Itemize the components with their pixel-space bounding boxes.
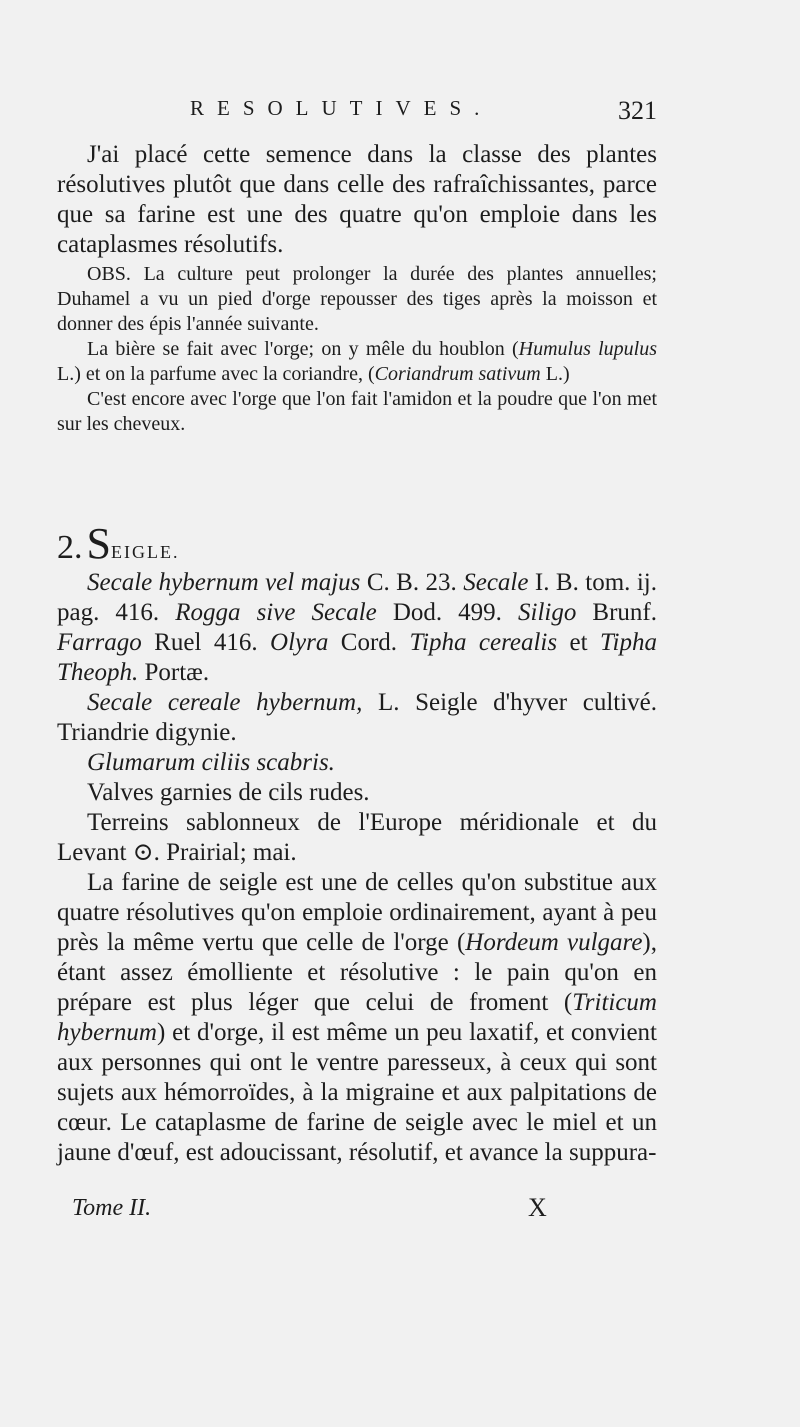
syn-9: Farrago bbox=[57, 629, 142, 656]
page-number: 321 bbox=[618, 96, 657, 125]
habitat-paragraph: Terreins sablonneux de l'Europe méridionale et du Levant ⊙. Prairial; mai. bbox=[57, 809, 657, 866]
volume-label: Tome II. bbox=[72, 1195, 152, 1221]
uses-text-3: ) et d'orge, il est même un peu laxatif, et convient aux personnes qui ont le ventre paresseux, à ceux qui sont sujets aux hémorroïdes, à la migraine et aux palpitations de cœur. Le cataplasme de farine de seigle avec le miel et un jaune d'œuf, est adoucissant, résolutif, et avance la suppura- bbox=[57, 1019, 657, 1166]
uses-italic-2: Triticum hybernum bbox=[57, 989, 657, 1046]
syn-11: Olyra bbox=[270, 629, 329, 656]
species-block bbox=[57, 568, 657, 1168]
diagnosis-latin-text: Glumarum ciliis scabris. bbox=[87, 749, 335, 776]
obs-p2-text-b: L.) et on la parfume avec la coriandre, ( bbox=[57, 363, 375, 385]
syn-16: Portæ. bbox=[138, 659, 210, 686]
syn-2: C. B. 23. bbox=[360, 569, 464, 596]
syn-6: Dod. 499. bbox=[376, 599, 519, 626]
linnaean-italic: Secale cereale hybernum, bbox=[87, 689, 363, 716]
uses-italic-1: Hordeum vulgare bbox=[465, 929, 643, 956]
uses-paragraph bbox=[57, 868, 657, 1168]
obs-block bbox=[57, 262, 657, 437]
signature-mark: X bbox=[528, 1193, 547, 1222]
diagnosis-latin bbox=[57, 748, 657, 778]
syn-1: Secale hybernum vel majus bbox=[87, 569, 361, 596]
section-heading bbox=[57, 518, 657, 569]
syn-15: Tipha Theoph. bbox=[57, 629, 657, 686]
syn-14: et bbox=[557, 629, 601, 656]
syn-3: Secale bbox=[463, 569, 529, 596]
obs-p2-text-c: L.) bbox=[540, 363, 570, 385]
section-initial: S bbox=[86, 519, 111, 568]
linnaean-rest: L. Seigle d'hyver cultivé. Triandrie digynie. bbox=[57, 689, 658, 746]
obs-paragraph-3: C'est encore avec l'orge que l'on fait l'amidon et la poudre que l'on met sur les cheveux. bbox=[57, 388, 657, 435]
obs-paragraph-2 bbox=[57, 337, 657, 387]
running-title: RESOLUTIVES. bbox=[190, 96, 493, 120]
uses-text-2: ), étant assez émolliente et résolutive : le pain qu'on en prépare est plus léger que celui de froment ( bbox=[57, 929, 657, 1016]
syn-13: Tipha cerealis bbox=[409, 629, 558, 656]
intro-paragraph bbox=[57, 140, 657, 260]
section-title-rest: EIGLE. bbox=[110, 542, 180, 562]
section-number: 2. bbox=[57, 529, 83, 566]
syn-8: Brunf. bbox=[576, 599, 658, 626]
syn-7: Siligo bbox=[518, 599, 577, 626]
syn-10: Ruel 416. bbox=[141, 629, 271, 656]
syn-12: Cord. bbox=[328, 629, 410, 656]
synonyms-paragraph bbox=[57, 568, 657, 688]
obs-p2-text-a: La bière se fait avec l'orge; on y mêle du houblon ( bbox=[87, 338, 519, 360]
syn-4: I. B. tom. ij. pag. 416. bbox=[57, 569, 657, 626]
diagnosis-french: Valves garnies de cils rudes. bbox=[87, 779, 370, 806]
syn-5: Rogga sive Secale bbox=[175, 599, 377, 626]
obs-p2-italic-b: Coriandrum sativum bbox=[374, 363, 541, 385]
uses-text-1: La farine de seigle est une de celles qu'on substitue aux quatre résolutives qu'on emploie ordinairement, ayant à peu près la même vertu que celle de l'orge ( bbox=[57, 869, 657, 956]
intro-text: J'ai placé cette semence dans la classe des plantes résolutives plutôt que dans celle des rafraîchissantes, parce que sa farine est une des quatre qu'on emploie dans les cataplasmes résolutifs. bbox=[57, 141, 657, 258]
obs-paragraph-1: OBS. La culture peut prolonger la durée des plantes annuelles; Duhamel a vu un pied d'orge repousser des tiges après la moisson et donner des épis l'année suivante. bbox=[57, 263, 657, 335]
linnaean-name-paragraph bbox=[57, 688, 657, 748]
obs-p2-italic-a: Humulus lupulus bbox=[518, 338, 658, 360]
